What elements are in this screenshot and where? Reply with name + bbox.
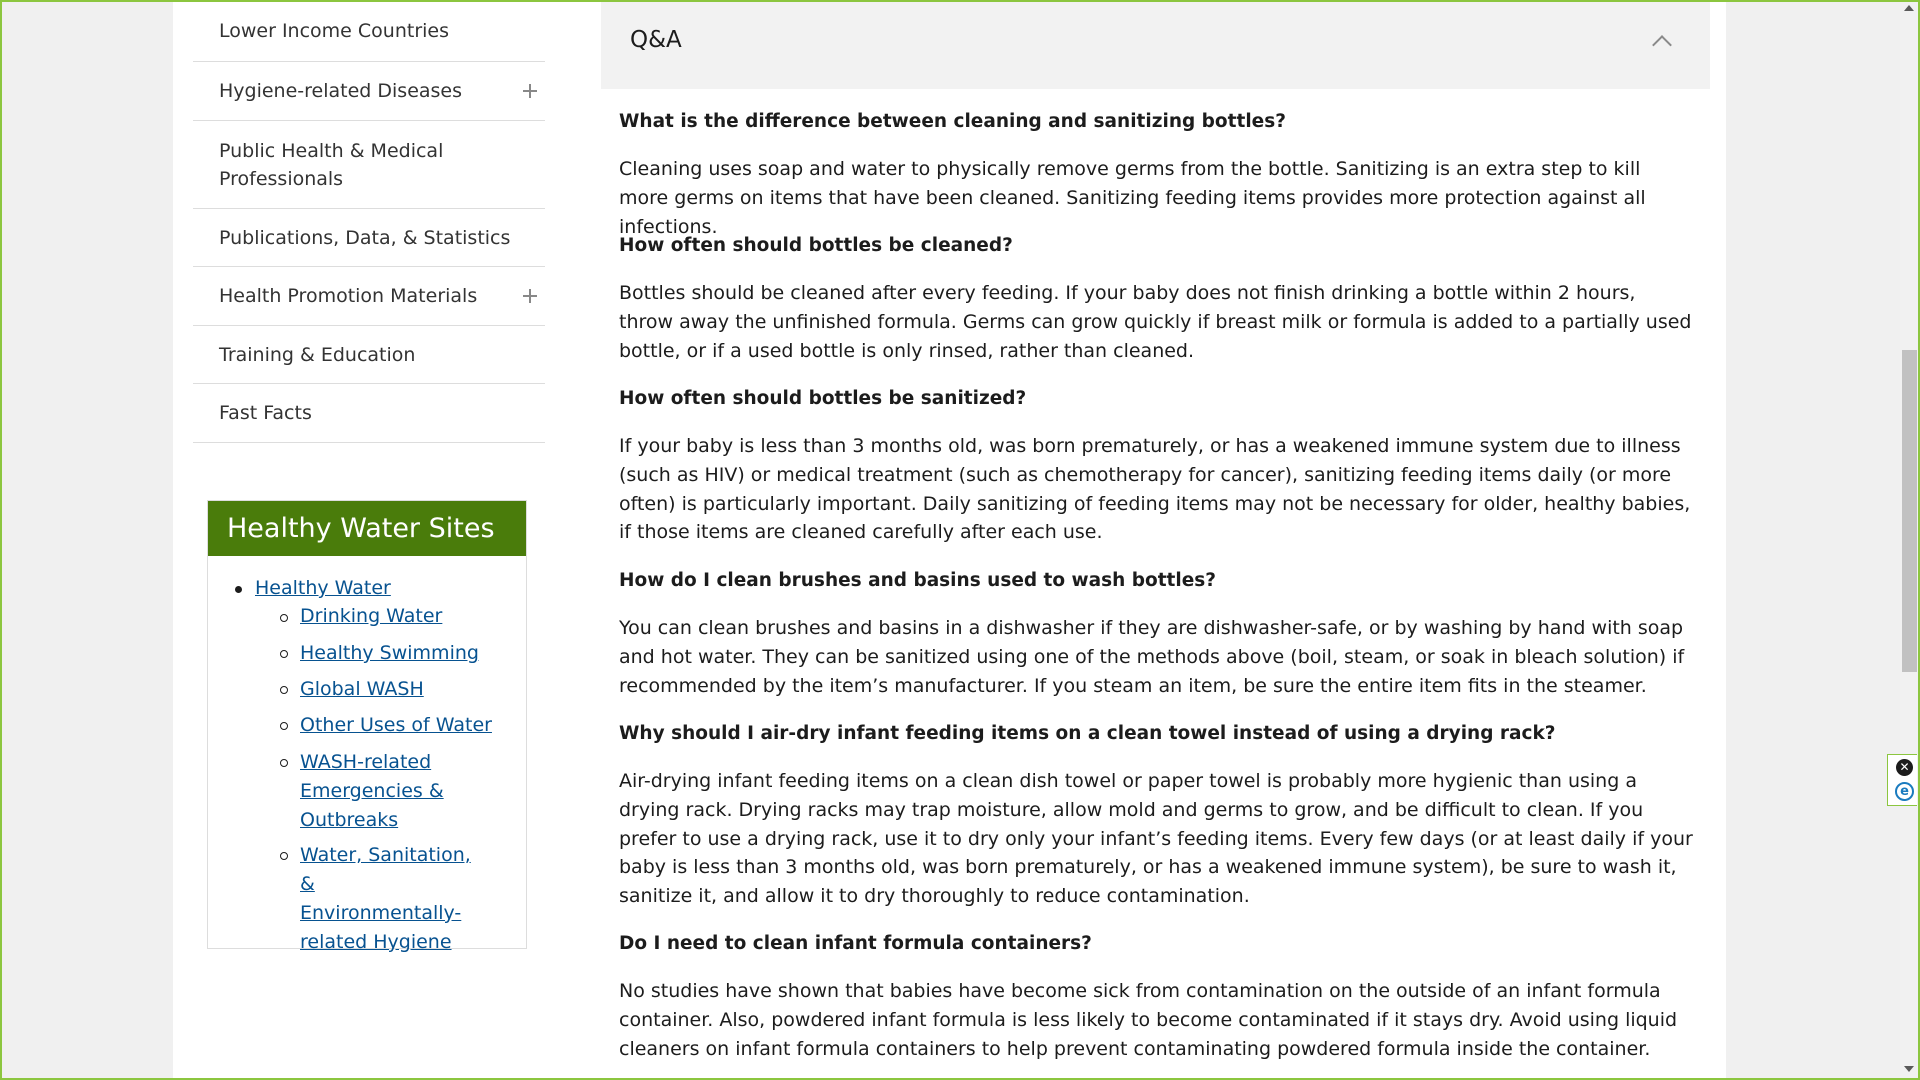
answer-paragraph: No studies have shown that babies have become sick from contamination on the outside of an infant formula container. Also, powdered infant formula is less likely to become contaminated if it stays dry. Avoid using liquid cleaners on infant formula containers to help prevent contaminating powdered formula inside the container. — [619, 980, 1678, 1060]
expand-plus-icon[interactable] — [523, 84, 537, 98]
sidebar-item-label: Lower Income Countries — [219, 19, 450, 42]
question-heading: How often should bottles be sanitized? — [619, 388, 1027, 409]
scroll-up-arrow-icon[interactable] — [1904, 5, 1914, 11]
answer-paragraph: You can clean brushes and basins in a dishwasher if they are dishwasher-safe, or by washing by hand with soap and hot water. They can be sanitized using one of the methods above (boil, steam, or soak in bleach solution) if recommended by the item’s manufacturer. If you steam an item, be sure the entire item fits in the steamer. — [619, 617, 1685, 697]
chevron-up-icon[interactable] — [1652, 35, 1672, 55]
list-bullet — [280, 722, 288, 730]
list-bullet — [280, 614, 288, 622]
sidebar-item-lower-income-countries[interactable] — [193, 0, 545, 62]
left-nav — [193, 0, 545, 443]
sidebar-item-label: Health Promotion Materials — [219, 285, 478, 307]
question-heading: What is the difference between cleaning and sanitizing bottles? — [619, 111, 1286, 132]
link-drinking-water[interactable]: Drinking Water — [300, 605, 443, 627]
link-healthy-water[interactable]: Healthy Water — [255, 577, 391, 599]
close-icon[interactable]: ✕ — [1896, 759, 1913, 776]
list-bullet — [280, 759, 288, 767]
sidebar-item-public-health-medical-professionals[interactable] — [193, 121, 545, 209]
scrollbar-thumb[interactable] — [1902, 350, 1917, 672]
sidebar-item-label: Publications, Data, & Statistics — [219, 226, 511, 249]
question-heading: Do I need to clean infant formula containers? — [619, 933, 1092, 954]
link-healthy-swimming[interactable]: Healthy Swimming — [300, 642, 479, 664]
question-heading: How do I clean brushes and basins used to wash bottles? — [619, 570, 1217, 591]
answer-paragraph: Air-drying infant feeding items on a clean dish towel or paper towel is probably more hygienic than using a drying rack. Drying racks may trap moisture, allow mold and germs to grow, and be difficult to clean. If you prefer to use a drying rack, use it to dry only your infant’s feeding items. Every few days (or at least daily if your baby is less than 3 months old, was born prematurely, or has a weakened immune system), be sure to wash it, sanitize it, and allow it to dry thoroughly to reduce contamination. — [619, 770, 1693, 908]
sites-box-title: Healthy Water Sites — [208, 501, 526, 556]
sidebar-item-hygiene-related-diseases[interactable] — [193, 62, 545, 121]
list-bullet — [280, 650, 288, 658]
accordion-title: Q&A — [630, 27, 682, 53]
question-heading: How often should bottles be cleaned? — [619, 235, 1013, 256]
expand-plus-icon[interactable] — [523, 289, 537, 303]
sidebar-item-fast-facts[interactable] — [193, 384, 545, 443]
sidebar-item-label: Fast Facts — [219, 402, 312, 424]
sidebar-item-health-promotion-materials[interactable] — [193, 267, 545, 326]
link-wash-related-emergencies[interactable]: WASH-related Emergencies & Outbreaks — [300, 751, 444, 831]
answer-paragraph: Bottles should be cleaned after every feeding. If your baby does not finish drinking a bottle within 2 hours, throw away the unfinished formula. Germs can grow quickly if breast milk or formula is added to a partially used bottle, or if a used bottle is only rinsed, rather than cleaned. — [619, 282, 1692, 362]
list-bullet — [235, 586, 242, 593]
link-global-wash[interactable]: Global WASH — [300, 678, 424, 700]
sidebar-item-label: Training & Education — [219, 343, 416, 366]
e-icon[interactable]: e — [1895, 782, 1914, 801]
link-water-sanitation-hygiene[interactable]: Water, Sanitation, & Environmentally-related Hygiene — [300, 844, 471, 953]
link-other-uses-of-water[interactable]: Other Uses of Water — [300, 714, 492, 736]
scroll-down-arrow-icon[interactable] — [1904, 1066, 1914, 1072]
sidebar-item-label: Hygiene-related Diseases — [219, 80, 463, 102]
answer-paragraph: If your baby is less than 3 months old, was born prematurely, or has a weakened immune system due to illness (such as HIV) or medical treatment (such as chemotherapy for cancer), sanitizing feeding items daily (or more often) is particularly important. Daily sanitizing of feeding items may not be necessary for older, healthy babies, if those items are cleaned carefully after each use. — [619, 435, 1691, 544]
question-heading: Why should I air-dry infant feeding items on a clean towel instead of using a drying rack? — [619, 723, 1556, 744]
answer-paragraph: Cleaning uses soap and water to physically remove germs from the bottle. Sanitizing is an extra step to kill more germs on items that have been cleaned. Sanitizing feeding items provides more protection against all infections. — [619, 158, 1646, 238]
list-bullet — [280, 686, 288, 694]
sidebar-item-publications-data-statistics[interactable] — [193, 209, 545, 267]
sidebar-item-training-education[interactable] — [193, 326, 545, 384]
qa-accordion-header[interactable] — [601, 0, 1710, 89]
sidebar-item-label: Public Health & Medical Professionals — [219, 139, 444, 190]
list-bullet — [280, 852, 288, 860]
side-widget — [1887, 754, 1917, 806]
